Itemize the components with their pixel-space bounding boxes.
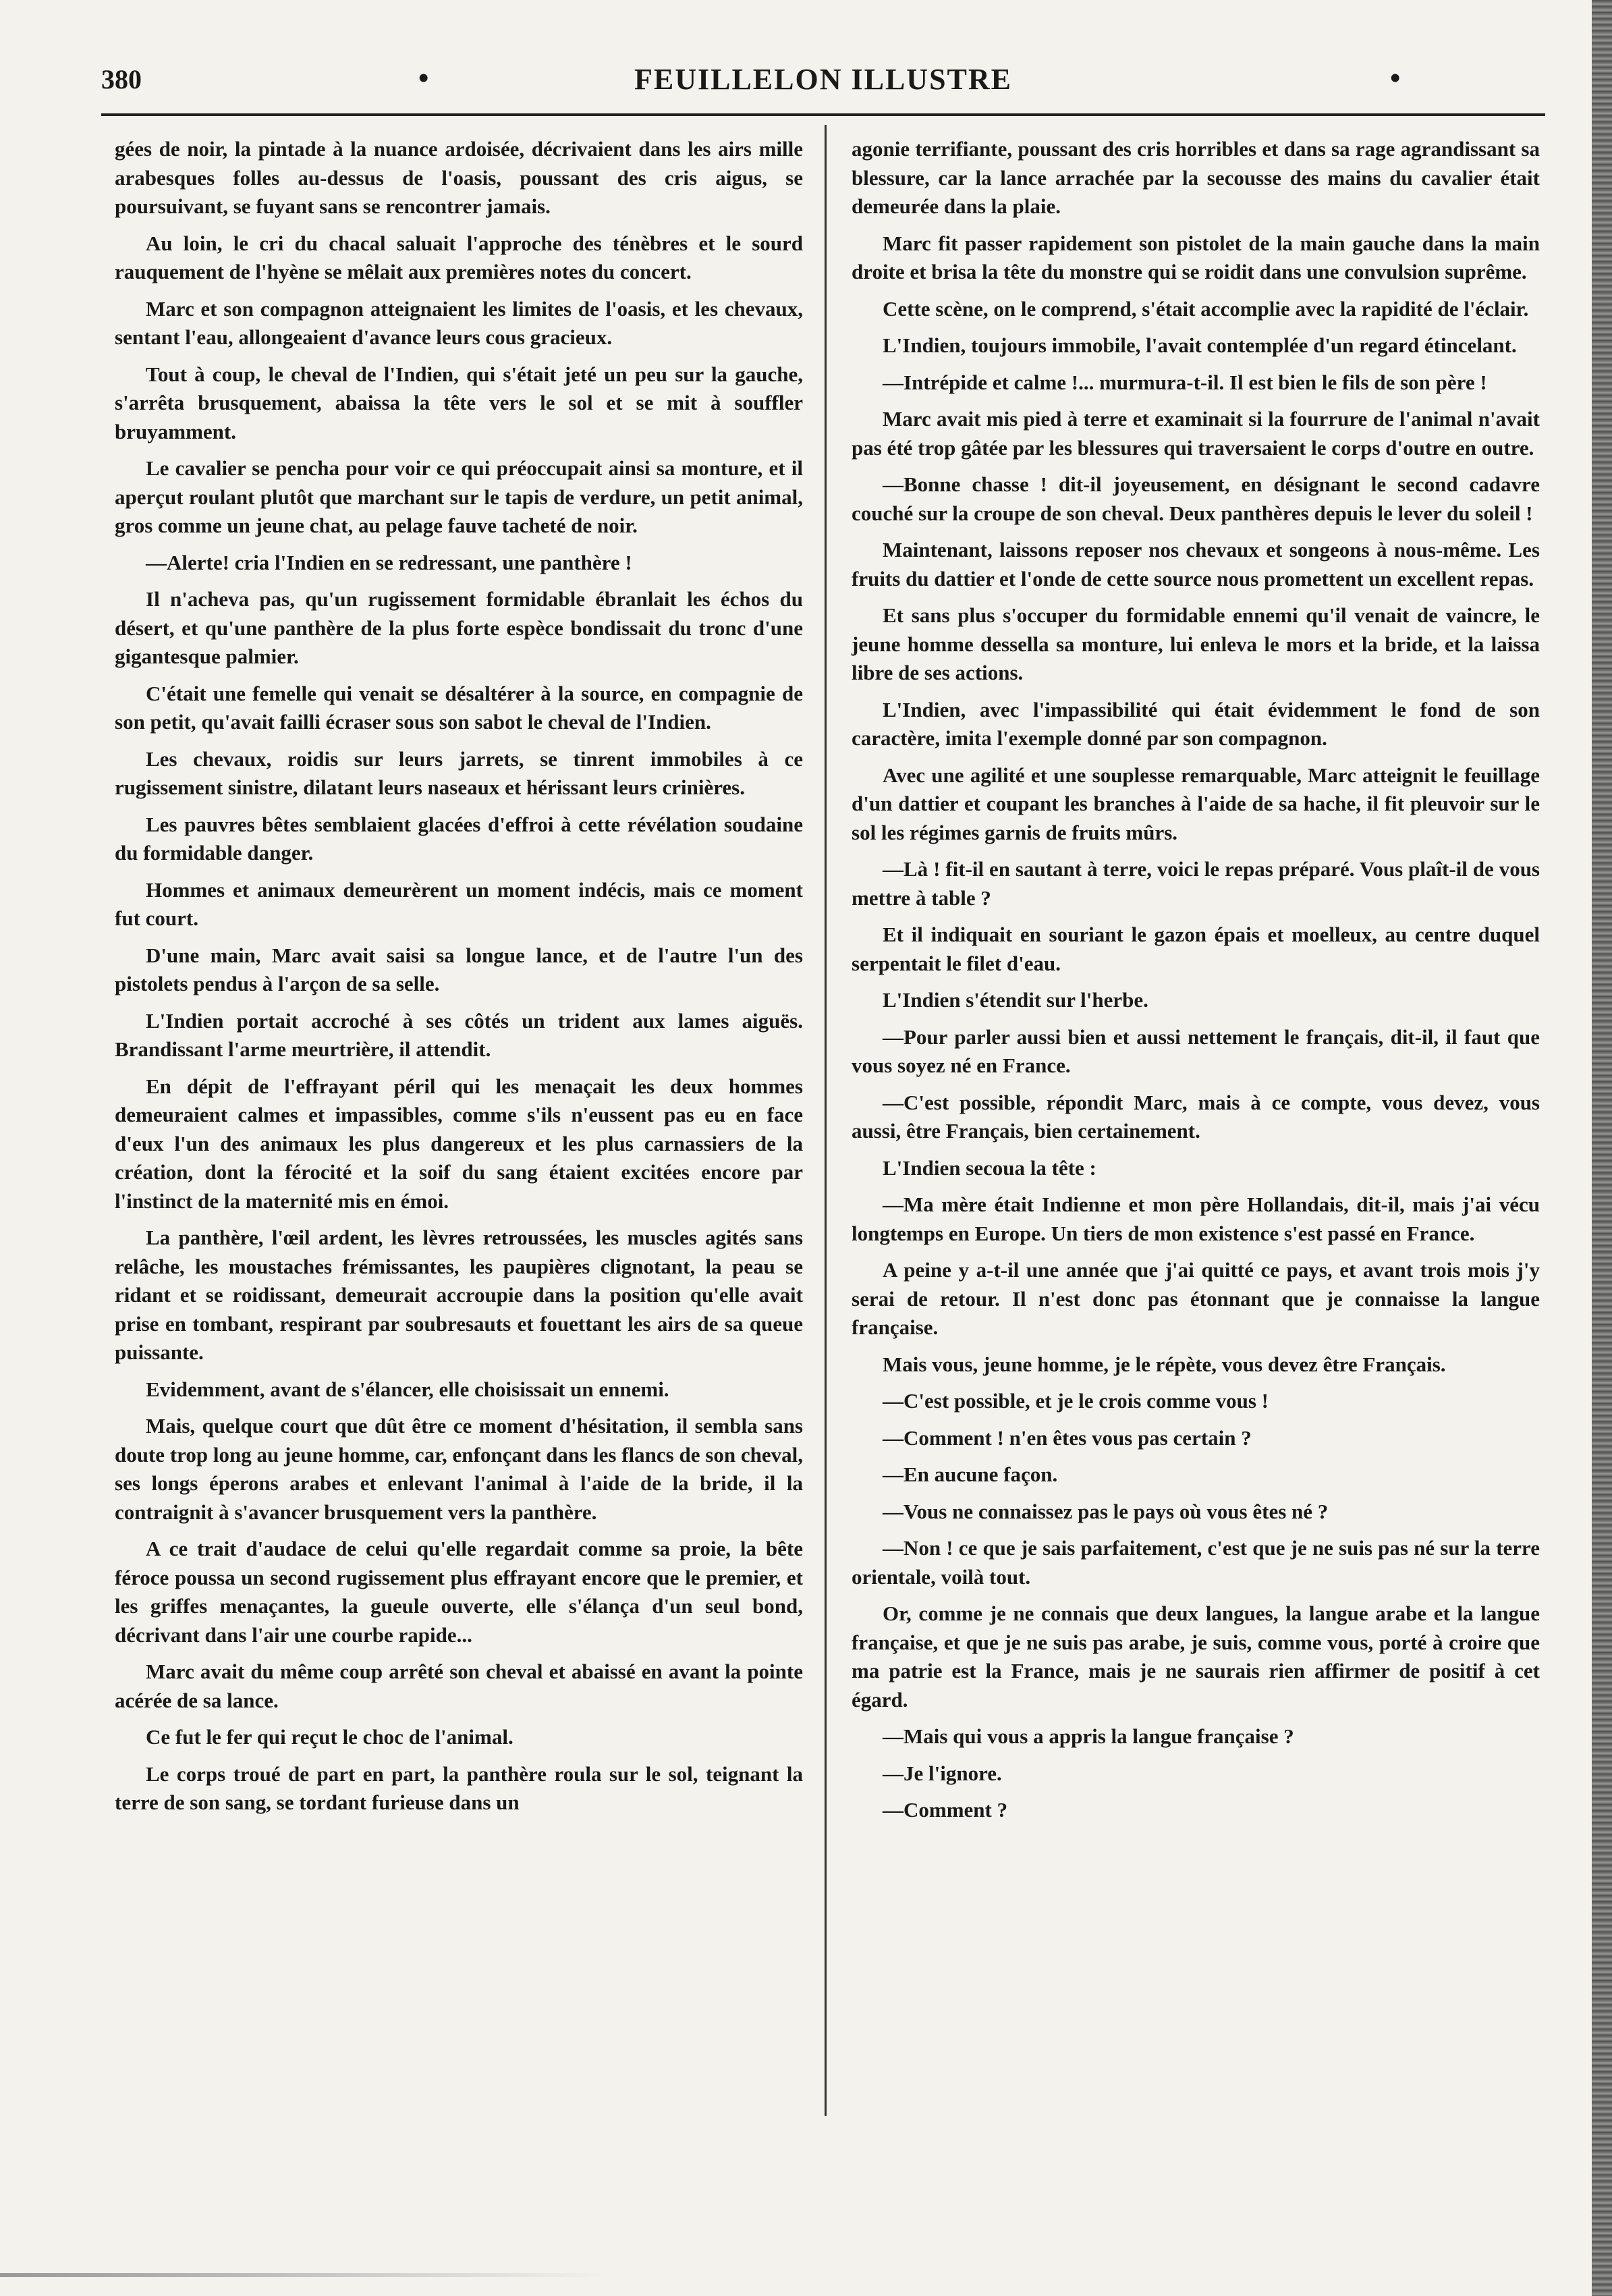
paragraph: —Alerte! cria l'Indien en se redressant, une panthère ! (146, 550, 632, 574)
paragraph: L'Indien portait accroché à ses côtés un trident aux lames aiguës. Brandissant l'arme meurtrière, il attendit. (115, 1008, 803, 1061)
paragraph: Hommes et animaux demeurèrent un moment indécis, mais ce moment fut court. (115, 877, 803, 930)
paragraph: La panthère, l'œil ardent, les lèvres retroussées, les muscles agités sans relâche, les moustaches frémissantes, les paupières clignotant, la peau se ridant et se roidissant, demeurait accroupie dans la position qu'elle avait prise en tombant, respirant par soubresauts et fouettant les airs de sa queue puissante. (115, 1226, 803, 1364)
paragraph: —Vous ne connaissez pas le pays où vous êtes né ? (883, 1499, 1329, 1523)
header-ornament-right: • (1390, 61, 1401, 94)
paragraph: Maintenant, laissons reposer nos chevaux et songeons à nous-même. Les fruits du dattier et l'onde de cette source nous promettent un excellent repas. (852, 538, 1540, 591)
paragraph: —Mais qui vous a appris la langue française ? (883, 1724, 1294, 1748)
paragraph: —Intrépide et calme !... murmura-t-il. Il est bien le fils de son père ! (883, 370, 1487, 394)
running-title: FEUILLELON ILLUSTRE (634, 63, 1013, 96)
page-header (101, 54, 1545, 108)
paragraph: Ce fut le fer qui reçut le choc de l'animal. (146, 1725, 513, 1749)
paragraph: —Comment ! n'en êtes vous pas certain ? (883, 1425, 1252, 1450)
paragraph: Cette scène, on le comprend, s'était accomplie avec la rapidité de l'éclair. (883, 296, 1529, 321)
column-divider (825, 125, 827, 2116)
paragraph: Les pauvres bêtes semblaient glacées d'effroi à cette révélation soudaine du formidable danger. (115, 812, 803, 865)
paragraph: Le corps troué de part en part, la panthère roula sur le sol, teignant la terre de son sang, se tordant furieuse dans un (115, 1761, 803, 1814)
paragraph: —En aucune façon. (883, 1463, 1058, 1486)
page-number: 380 (101, 64, 142, 94)
paragraph: Marc avait mis pied à terre et examinait si la fourrure de l'animal n'avait pas été trop gâtée par les blessures qui traversaient le corps d'outre en outre. (852, 407, 1540, 460)
paragraph: Avec une agilité et une souplesse remarquable, Marc atteignit le feuillage d'un dattier et coupant les branches à l'aide de sa hache, il fit pleuvoir sur le sol les régimes garnis de fruits mûrs. (852, 763, 1540, 844)
paragraph: Le cavalier se pencha pour voir ce qui préoccupait ainsi sa monture, et il aperçut roulant plutôt que marchant sur le tapis de verdure, un petit animal, gros comme un jeune chat, au pelage fauve tacheté de noir. (115, 456, 803, 537)
paragraph: En dépit de l'effrayant péril qui les menaçait les deux hommes demeuraient calmes et impassibles, comme s'ils n'eussent pas eu en face d'eux l'un des animaux les plus dangereux et les plus carnassiers de la création, dont la férocité et la soif du sang étaient excitées encore par l'instinct de la maternité mis en émoi. (115, 1074, 803, 1213)
paragraph: —C'est possible, et je le crois comme vous ! (883, 1389, 1269, 1413)
paragraph: A peine y a-t-il une année que j'ai quitté ce pays, et avant trois mois j'y serai de retour. Il n'est donc pas étonnant que je connaisse la langue française. (852, 1258, 1540, 1339)
paragraph: L'Indien, avec l'impassibilité qui était évidemment le fond de son caractère, imita l'exemple donné par son compagnon. (852, 697, 1540, 750)
paragraph: —Je l'ignore. (883, 1761, 1002, 1785)
right-column (852, 135, 1540, 1833)
paragraph: —Comment ? (883, 1798, 1008, 1822)
paragraph: L'Indien, toujours immobile, l'avait contemplée d'un regard étincelant. (883, 333, 1517, 357)
header-ornament-left: • (418, 61, 429, 94)
scan-edge (1592, 0, 1612, 2296)
paragraph: —C'est possible, répondit Marc, mais à ce compte, vous devez, vous aussi, être Français, bien certainement. (852, 1090, 1540, 1143)
paragraph: Marc et son compagnon atteignaient les limites de l'oasis, et les chevaux, sentant l'eau, allongeaient d'avance leurs cous gracieux. (115, 296, 803, 349)
paragraph: Marc avait du même coup arrêté son cheval et abaissé en avant la pointe acérée de sa lance. (115, 1660, 803, 1712)
paragraph: Les chevaux, roidis sur leurs jarrets, se tinrent immobiles à ce rugissement sinistre, dilatant leurs naseaux et hérissant leurs crinières. (115, 746, 803, 799)
paragraph: —Pour parler aussi bien et aussi nettement le français, dit-il, il faut que vous soyez né en France. (852, 1024, 1540, 1077)
paragraph: Evidemment, avant de s'élancer, elle choisissait un ennemi. (146, 1377, 669, 1401)
paragraph: —Bonne chasse ! dit-il joyeusement, en désignant le second cadavre couché sur la croupe de son cheval. Deux panthères depuis le lever du soleil ! (852, 472, 1540, 525)
paragraph: Mais, quelque court que dût être ce moment d'hésitation, il sembla sans doute trop long au jeune homme, car, enfonçant dans les flancs de son cheval, ses longs éperons arabes et enlevant l'animal à l'aide de la bride, il la contraignit à s'avancer brusquement vers la panthère. (115, 1414, 803, 1524)
paragraph: Et sans plus s'occuper du formidable ennemi qu'il venait de vaincre, le jeune homme dessella sa monture, lui enleva le mors et la bride, et la laissa libre de ses actions. (852, 603, 1540, 684)
paragraph: Et il indiquait en souriant le gazon épais et moelleux, au centre duquel serpentait le filet d'eau. (852, 923, 1540, 975)
paragraph: —Ma mère était Indienne et mon père Hollandais, dit-il, mais j'ai vécu longtemps en Europe. Un tiers de mon existence s'est passé en France. (852, 1193, 1540, 1245)
paragraph: agonie terrifiante, poussant des cris horribles et dans sa rage agrandissant sa blessure, car la lance arrachée par la secousse des mains du cavalier était demeurée dans la plaie. (852, 137, 1540, 218)
paragraph: Au loin, le cri du chacal saluait l'approche des ténèbres et le sourd rauquement de l'hyène se mêlait aux premières notes du concert. (115, 231, 803, 283)
paragraph: Il n'acheva pas, qu'un rugissement formidable ébranlait les échos du désert, et qu'une panthère de la plus forte espèce bondissait du tronc d'une gigantesque palmier. (115, 587, 803, 668)
paragraph: —Non ! ce que je sais parfaitement, c'est que je ne suis pas né sur la terre orientale, voilà tout. (852, 1536, 1540, 1589)
paragraph: L'Indien secoua la tête : (883, 1155, 1096, 1180)
paragraph: C'était une femelle qui venait se désaltérer à la source, en compagnie de son petit, qu'avait failli écraser sous son sabot le cheval de l'Indien. (115, 681, 803, 734)
paragraph: D'une main, Marc avait saisi sa longue lance, et de l'autre l'un des pistolets pendus à l'arçon de sa selle. (115, 943, 803, 995)
left-column (115, 135, 803, 1826)
paragraph: Marc fit passer rapidement son pistolet de la main gauche dans la main droite et brisa la tête du monstre qui se roidit dans une convulsion suprême. (852, 231, 1540, 283)
paragraph: —Là ! fit-il en sautant à terre, voici le repas préparé. Vous plaît-il de vous mettre à table ? (852, 857, 1540, 910)
paragraph: gées de noir, la pintade à la nuance ardoisée, décrivaient dans les airs mille arabesques folles au-dessus de l'oasis, poussant des cris aigus, se poursuivant, se fuyant sans se rencontrer jamais. (115, 137, 803, 218)
paragraph: A ce trait d'audace de celui qu'elle regardait comme sa proie, la bête féroce poussa un second rugissement plus effrayant encore que le premier, et les griffes menaçantes, la gueule ouverte, elle s'élança d'un seul bond, décrivant dans l'air une courbe rapide... (115, 1537, 803, 1647)
paragraph: L'Indien s'étendit sur l'herbe. (883, 988, 1148, 1012)
header-rule (101, 113, 1545, 116)
paragraph: Tout à coup, le cheval de l'Indien, qui s'était jeté un peu sur la gauche, s'arrêta brusquement, abaissa la tête vers le sol et se mit à souffler bruyamment. (115, 362, 803, 443)
paragraph: Mais vous, jeune homme, je le répète, vous devez être Français. (883, 1352, 1446, 1376)
scan-bottom-mark (0, 2273, 607, 2277)
paragraph: Or, comme je ne connais que deux langues, la langue arabe et la langue française, et que je ne suis pas arabe, je suis, comme vous, porté à croire que ma patrie est la France, mais je ne saurais rien affirmer de positif à cet égard. (852, 1602, 1540, 1712)
